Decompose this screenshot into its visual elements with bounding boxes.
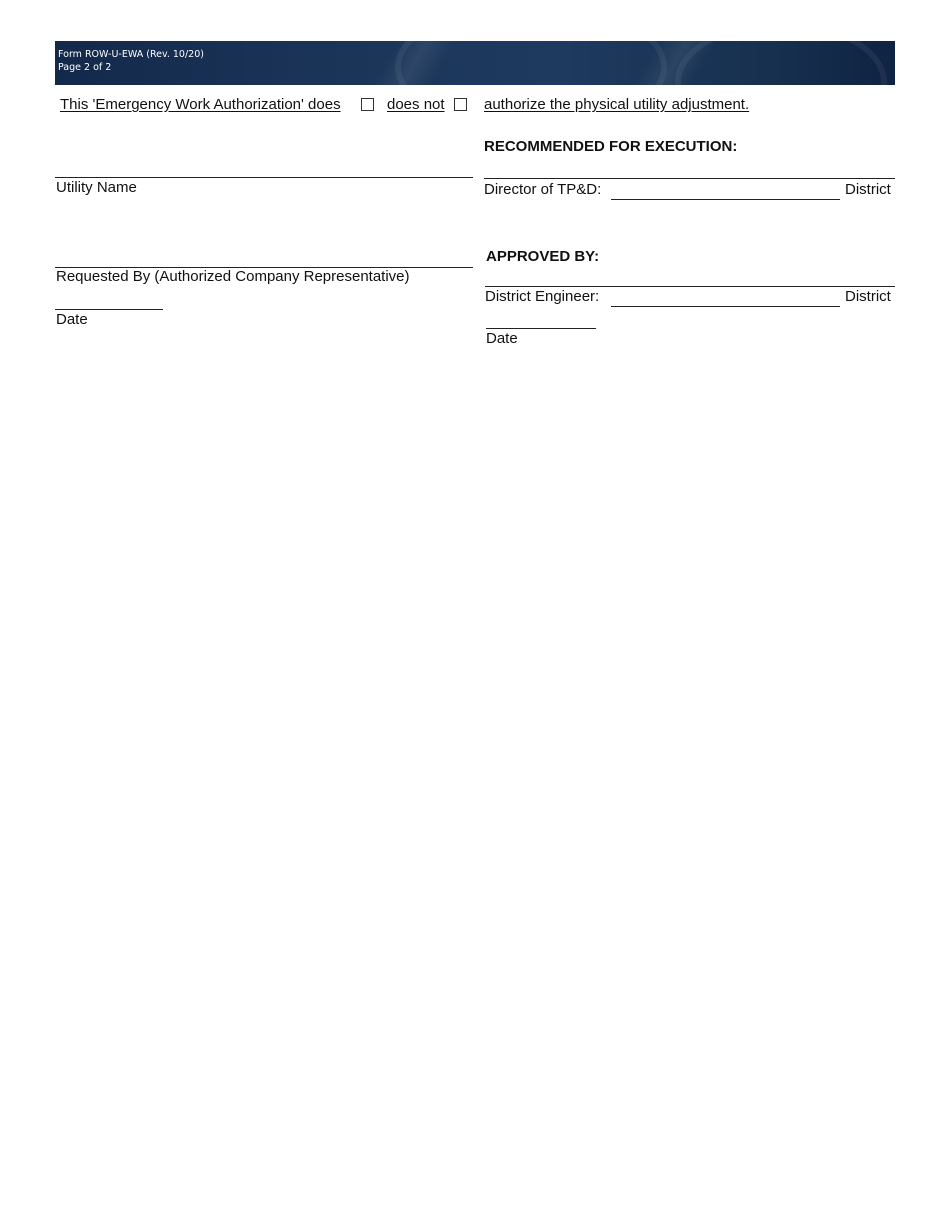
right-date-label: Date [486,330,518,347]
page-number: Page 2 of 2 [58,62,112,73]
does-checkbox[interactable] [361,98,374,111]
requested-by-input[interactable] [56,246,474,266]
does-not-text: does not [387,96,445,113]
form-id: Form ROW-U-EWA (Rev. 10/20) [58,49,204,60]
engineer-signature-line [611,306,840,307]
director-signature-line [611,199,840,200]
right-date-line [486,328,596,329]
requested-by-label: Requested By (Authorized Company Representative) [56,268,410,285]
does-not-checkbox[interactable] [454,98,467,111]
engineer-signature-input[interactable] [612,286,842,306]
header-decoration [675,41,887,85]
header-text-block [58,48,204,74]
director-label: Director of TP&D: [484,181,602,198]
utility-name-input[interactable] [56,156,474,176]
left-date-input[interactable] [56,289,164,309]
recommended-heading: RECOMMENDED FOR EXECUTION: [484,138,738,155]
authorization-tail-text: authorize the physical utility adjustment. [484,96,750,113]
utility-name-line [55,177,473,178]
director-district-label: District [845,181,891,198]
left-date-label: Date [56,311,88,328]
left-date-line [55,309,163,310]
form-header-band [55,41,895,85]
header-decoration [395,41,667,85]
engineer-label: District Engineer: [485,288,600,305]
director-signature-input[interactable] [612,179,842,199]
utility-name-label: Utility Name [56,179,137,196]
authorization-lead-text: This 'Emergency Work Authorization' does [60,96,341,113]
engineer-district-label: District [845,288,891,305]
right-date-input[interactable] [487,308,597,328]
approved-heading: APPROVED BY: [486,248,600,265]
